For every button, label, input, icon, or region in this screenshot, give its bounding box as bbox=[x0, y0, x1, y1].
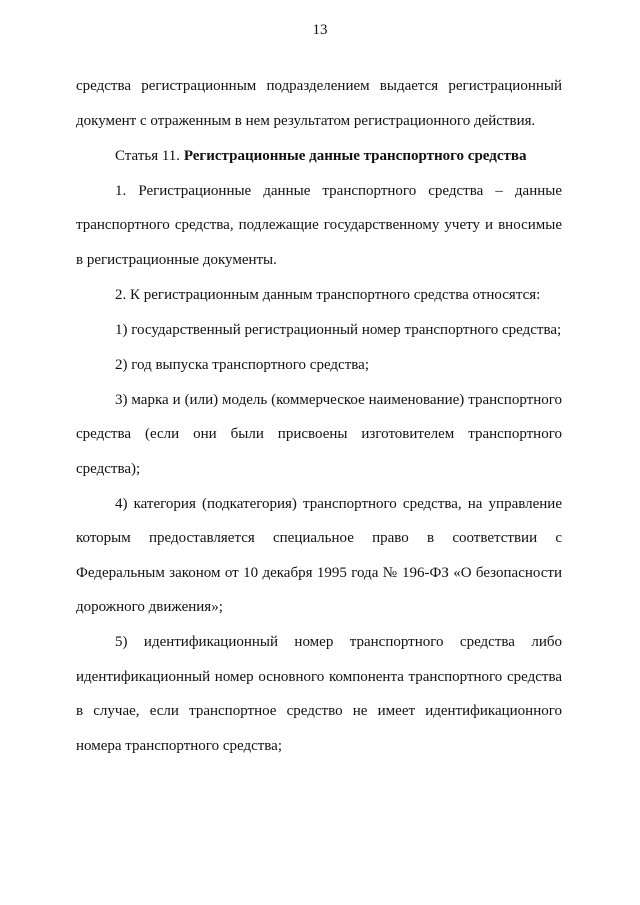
list-item-3: 3) марка и (или) модель (коммерческое наименование) транспортного средства (если они были присвоены изготовителем транспортного средства); bbox=[76, 391, 562, 477]
list-item-1: 1) государственный регистрационный номер транспортного средства; bbox=[115, 321, 562, 338]
list-item-4: 4) категория (подкатегория) транспортного средства, на управление которым предоставляется специальное право в соответствии с Федеральным законом от 10 декабря 1995 года № 196-ФЗ «О безопасности дорожного движения»; bbox=[76, 495, 562, 615]
list-item-2: 2) год выпуска транспортного средства; bbox=[115, 356, 369, 373]
article-heading bbox=[76, 139, 562, 174]
article-label: Статья 11. bbox=[115, 147, 181, 164]
list-item-5: 5) идентификационный номер транспортного средства либо идентификационный номер основного компонента транспортного средства в случае, если транспортное средство не имеет идентификационного номера транспортного средства; bbox=[76, 634, 562, 754]
continuation-paragraph: средства регистрационным подразделением выдается регистрационный документ с отраженным в нем результатом регистрационного действия. bbox=[76, 78, 562, 129]
page-number: 13 bbox=[312, 22, 328, 38]
paragraph-2: 2. К регистрационным данным транспортного средства относятся: bbox=[115, 286, 541, 303]
document-body bbox=[76, 69, 562, 764]
paragraph-1: 1. Регистрационные данные транспортного средства – данные транспортного средства, подлежащие государственному учету и вносимые в регистрационные документы. bbox=[76, 182, 562, 268]
article-title: Регистрационные данные транспортного средства bbox=[183, 147, 527, 164]
